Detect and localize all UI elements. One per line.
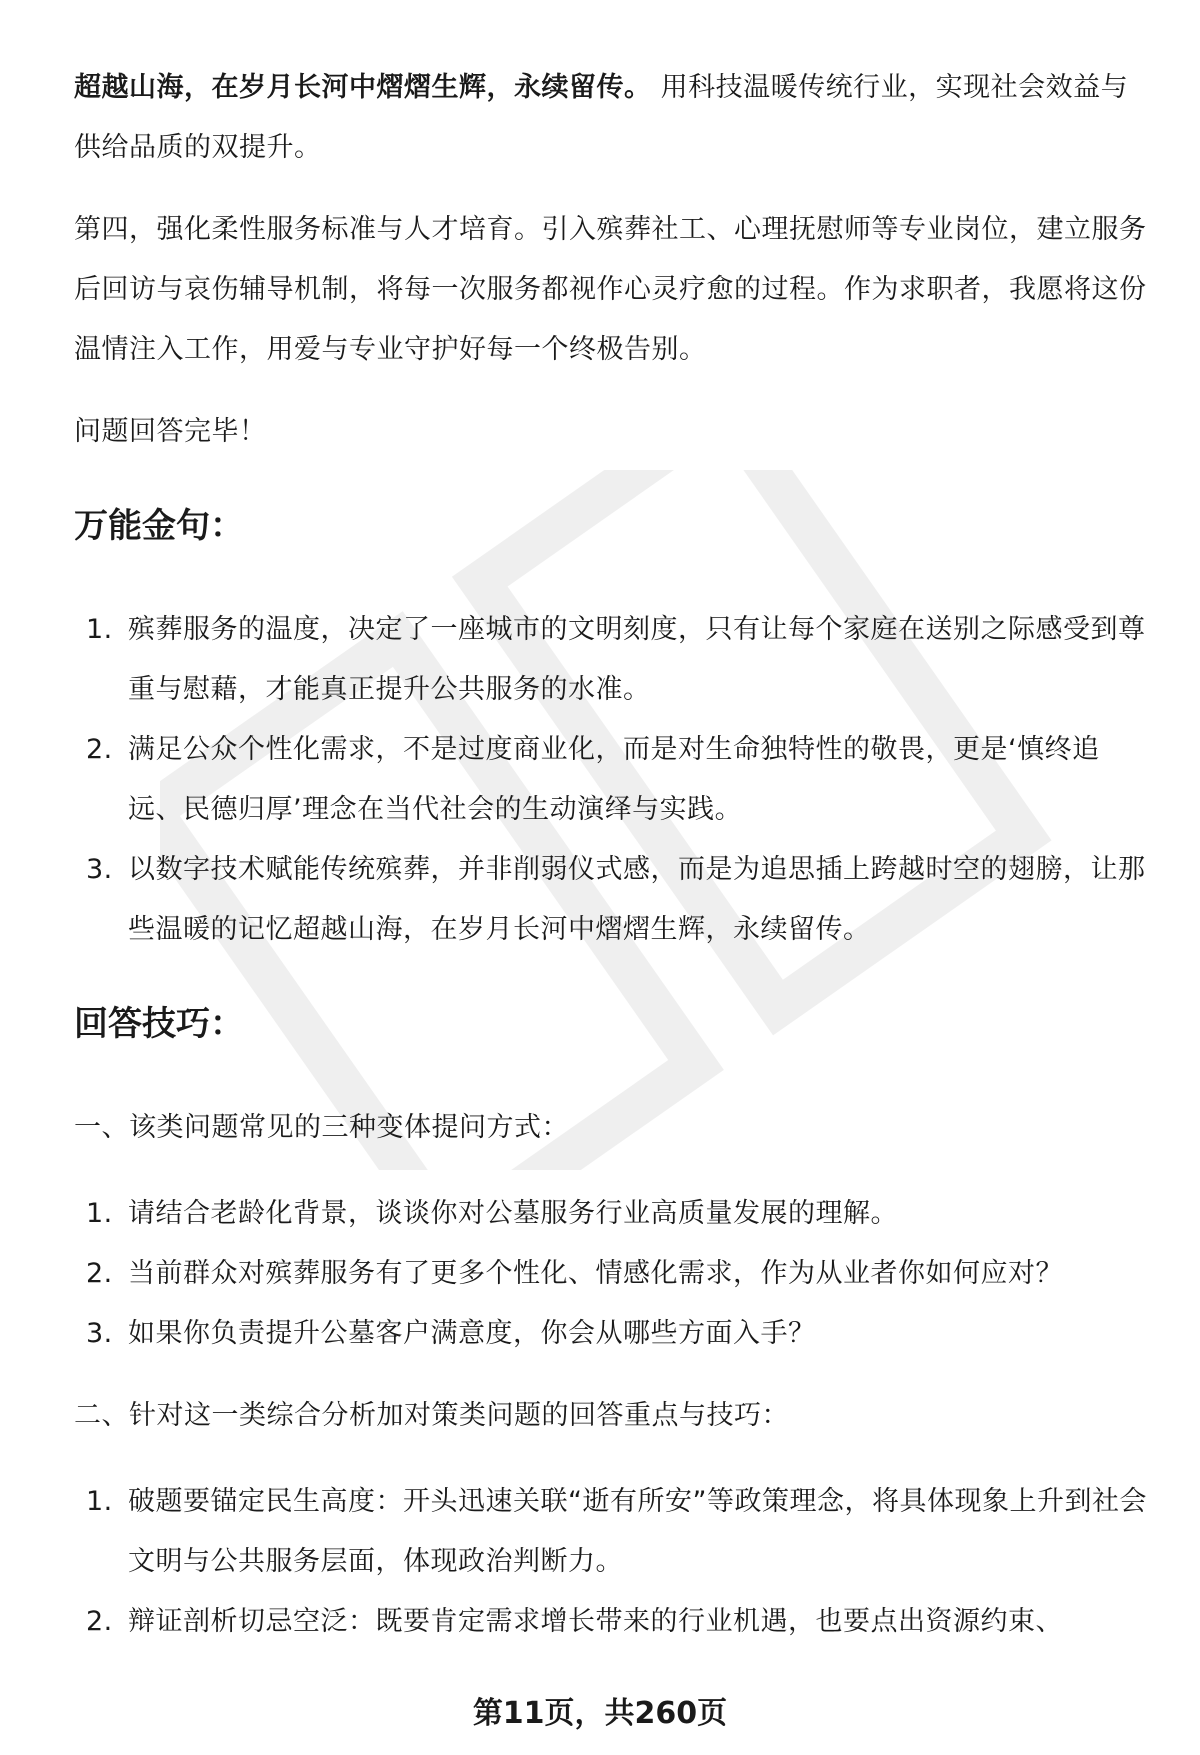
intro-bold-text: 超越山海，在岁月长河中熠熠生辉，永续留传。 xyxy=(74,72,652,103)
list-text: 请结合老龄化背景，谈谈你对公墓服务行业高质量发展的理解。 xyxy=(128,1198,898,1229)
list-text: 破题要锚定民生高度：开头迅速关联“逝有所安”等政策理念，将具体现象上升到社会文明与公共服务层面，体现政治判断力。 xyxy=(128,1486,1147,1577)
list-number: 1. xyxy=(86,1486,113,1517)
list-number: 3. xyxy=(86,854,113,885)
fourth-point-paragraph: 第四，强化柔性服务标准与人才培育。引入殡葬社工、心理抚慰师等专业岗位，建立服务后回访与哀伤辅导机制，将每一次服务都视作心灵疗愈的过程。作为求职者，我愿将这份温情注入工作，用爱与专业守护好每一个终极告别。 xyxy=(74,214,1147,365)
techniques-list xyxy=(74,1472,1154,1652)
variants-subheading: 一、该类问题常见的三种变体提问方式： xyxy=(74,1112,569,1143)
list-item xyxy=(74,600,1154,720)
list-item xyxy=(74,1304,1154,1364)
list-item xyxy=(74,1244,1154,1304)
list-number: 1. xyxy=(86,1198,113,1229)
list-number: 2. xyxy=(86,1606,113,1637)
page-number-footer: 第11页，共260页 xyxy=(472,1696,728,1731)
techniques-subheading: 二、针对这一类综合分析加对策类问题的回答重点与技巧： xyxy=(74,1400,789,1431)
list-number: 3. xyxy=(86,1318,113,1349)
intro-paragraph xyxy=(74,58,1154,178)
quotes-list xyxy=(74,600,1154,960)
list-text: 满足公众个性化需求，不是过度商业化，而是对生命独特性的敬畏，更是‘慎终追远、民德归厚’理念在当代社会的生动演绎与实践。 xyxy=(128,734,1100,825)
quotes-heading: 万能金句： xyxy=(74,506,244,546)
list-number: 2. xyxy=(86,734,113,765)
answer-end-paragraph: 问题回答完毕！ xyxy=(74,416,267,447)
tips-heading: 回答技巧： xyxy=(74,1004,244,1044)
list-text: 殡葬服务的温度，决定了一座城市的文明刻度，只有让每个家庭在送别之际感受到尊重与慰藉，才能真正提升公共服务的水准。 xyxy=(128,614,1146,705)
variants-list xyxy=(74,1184,1154,1364)
list-item xyxy=(74,1592,1154,1652)
list-item xyxy=(74,720,1154,840)
list-item xyxy=(74,1184,1154,1244)
intro-normal-text: 用科技温暖传统行业，实现社会效益与供给品质的双提升。 xyxy=(74,72,1129,163)
list-item xyxy=(74,1472,1154,1592)
list-text: 以数字技术赋能传统殡葬，并非削弱仪式感，而是为追思插上跨越时空的翅膀，让那些温暖的记忆超越山海，在岁月长河中熠熠生辉，永续留传。 xyxy=(128,854,1146,945)
main-content xyxy=(74,58,1154,1674)
list-number: 1. xyxy=(86,614,113,645)
list-text: 辩证剖析切忌空泛：既要肯定需求增长带来的行业机遇，也要点出资源约束、 xyxy=(128,1606,1063,1637)
list-text: 当前群众对殡葬服务有了更多个性化、情感化需求，作为从业者你如何应对？ xyxy=(128,1258,1063,1289)
list-item xyxy=(74,840,1154,960)
list-number: 2. xyxy=(86,1258,113,1289)
list-text: 如果你负责提升公墓客户满意度，你会从哪些方面入手？ xyxy=(128,1318,816,1349)
